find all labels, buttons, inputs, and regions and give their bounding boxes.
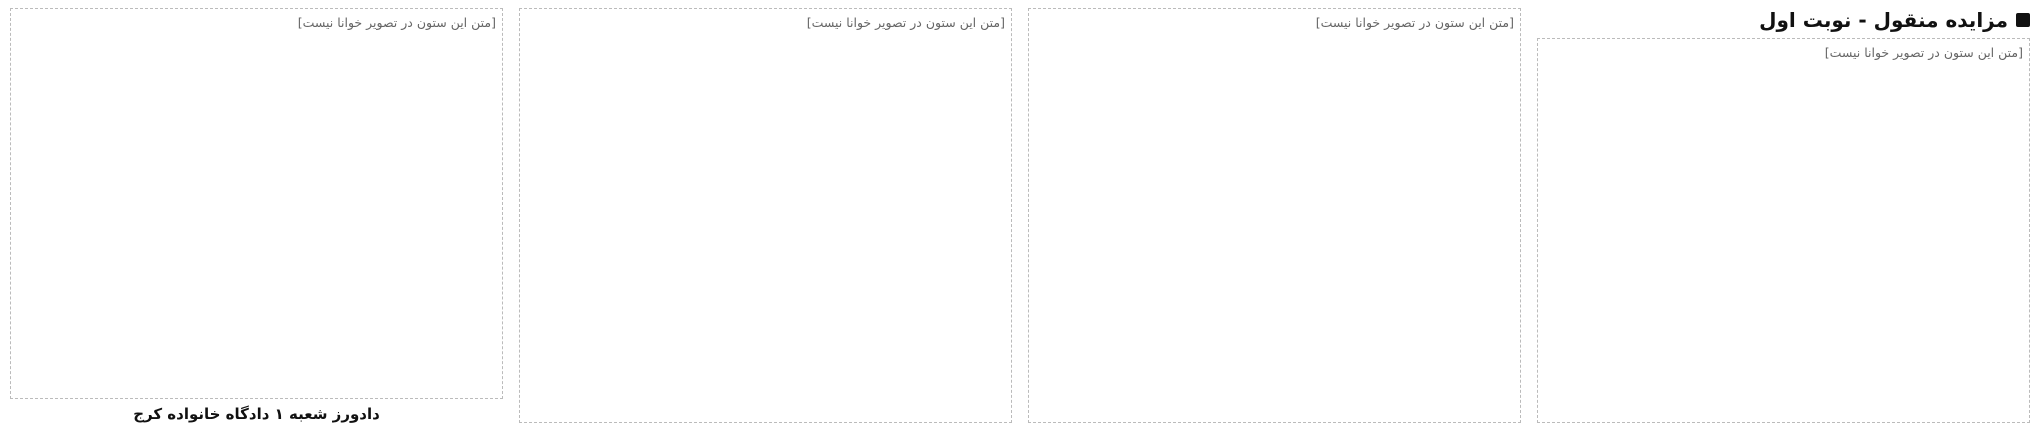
notice-title: مزایده منقول - نوبت اول — [1759, 8, 2008, 32]
signature: دادورز شعبه ۱ دادگاه خانواده کرج — [133, 405, 380, 423]
notice-title-row — [1537, 8, 2030, 32]
notice-column-1 — [1537, 8, 2030, 423]
notice-column-2 — [1028, 8, 1521, 423]
notice-column-3-text: [متن این ستون در تصویر خوانا نیست] — [519, 8, 1012, 423]
notice-column-3 — [519, 8, 1012, 423]
notice-column-4 — [10, 8, 503, 423]
notice-column-2-text: [متن این ستون در تصویر خوانا نیست] — [1028, 8, 1521, 423]
bullet-icon — [2016, 13, 2030, 27]
notice-column-1-text: [متن این ستون در تصویر خوانا نیست] — [1537, 38, 2030, 423]
notice-column-4-text: [متن این ستون در تصویر خوانا نیست] — [10, 8, 503, 399]
